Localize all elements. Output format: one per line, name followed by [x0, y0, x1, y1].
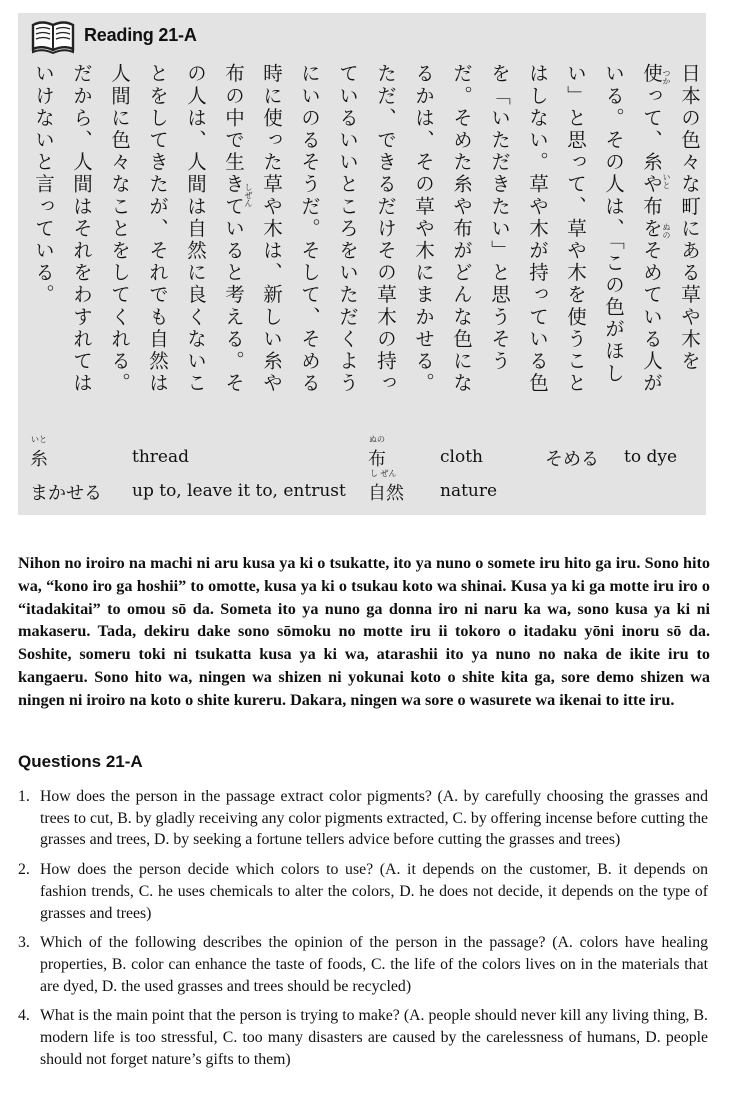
glossary-meaning: thread [132, 447, 189, 467]
glossary-meaning: up to, leave it to, entrust [132, 481, 346, 501]
furigana: つか [662, 69, 671, 85]
furigana: ぬの [662, 223, 671, 239]
text-column: るかは、その草や木にまかせる。 [412, 63, 435, 395]
text-column: だ。そめた糸や布がどんな色にな [450, 63, 473, 395]
question-item [18, 859, 708, 924]
vertical-text [18, 13, 706, 515]
text-column: 時に使った草や木は、新しい糸や [260, 63, 283, 395]
question-item [18, 1005, 708, 1070]
text-column: い」と思って、草や木を使うこと [564, 63, 587, 395]
glossary-word: 布 [368, 449, 386, 470]
question-item [18, 932, 708, 997]
question-text: Which of the following describes the opinion of the person in the passage? (A. colors have healing properties, B. color can enhance the taste of foods, C. the life of the colors lives on in the materials that are dyed, D. the used grasses and trees should be recycled) [40, 934, 708, 995]
text-column: はしない。草や木が持っている色 [526, 63, 549, 395]
question-item [18, 786, 708, 851]
text-column: にいのるそうだ。そして、そめる [298, 63, 321, 395]
text-column: 布の中で生きていると考える。そ [222, 63, 245, 395]
reading-title: Reading 21-A [84, 25, 197, 45]
glossary-word: そめる [545, 449, 599, 470]
text-column: 人間に色々なことをしてくれる。 [108, 63, 131, 395]
question-list [18, 786, 708, 1078]
glossary-reading: ぬの [369, 435, 385, 444]
glossary-word: まかせる [30, 483, 102, 504]
question-number: 3. [18, 934, 30, 952]
question-text: How does the person in the passage extract color pigments? (A. by carefully choosing the grasses and trees to cut, B. by gladly receiving any color pigments extracted, C. by offering incense before cutting the grasses and trees, D. by seeking a fortune tellers advice before cutting the grasses and trees) [40, 788, 708, 849]
text-column: だから、人間はそれをわすれては [70, 63, 93, 395]
reading-box [18, 13, 706, 515]
questions-title: Questions 21-A [18, 752, 143, 771]
glossary-reading: いと [31, 435, 47, 444]
text-column: いる。その人は、「この色がほし [602, 63, 625, 385]
text-column: とをしてきたが、それでも自然は [146, 63, 169, 395]
text-column: を「いただきたい」と思うそう [488, 63, 511, 373]
question-number: 4. [18, 1007, 30, 1025]
furigana: しぜん [244, 183, 253, 207]
glossary-meaning: to dye [624, 447, 678, 467]
glossary-word: 糸 [30, 449, 48, 470]
text-column: の人は、人間は自然に良くないこ [184, 63, 207, 395]
glossary-meaning: cloth [440, 447, 483, 467]
text-column: ているいいところをいただくよう [336, 63, 359, 395]
glossary-reading: し ぜん [370, 469, 397, 478]
glossary-word: 自然 [368, 483, 404, 504]
text-column: 日本の色々な町にある草や木を [678, 63, 701, 373]
question-number: 2. [18, 861, 30, 879]
question-text: What is the main point that the person is trying to make? (A. people should never kill any living thing, B. modern life is too stressful, C. too many disasters are caused by the carelessness of humans, D. people should not forget nature’s gifts to them) [40, 1007, 708, 1068]
text-column: ただ、できるだけその草木の持っ [374, 63, 397, 395]
text-column: いけないと言っている。 [32, 63, 55, 307]
question-text: How does the person decide which colors to use? (A. it depends on the customer, B. it depends on fashion trends, C. he uses chemicals to alter the colors, D. he does not decide, it depends on the type of grasses and trees) [40, 861, 708, 922]
romaji-passage: Nihon no iroiro na machi ni aru kusa ya ki o tsukatte, ito ya nuno o somete iru hito ga iru. Sono hito wa, “kono iro ga hoshii” to omotte, kusa ya ki o tsukau koto wa shinai. Kusa ya ki ga motte iru iro o “itadakitai” to omou sō da. Someta ito ya nuno ga donna iro ni naru ka wa, sono kusa ya ki ni makaseru. Tada, dekiru dake sono sōmoku no motte iru ii tokoro o itadaku yōni inoru sō da. Soshite, someru toki ni tsukatta kusa ya ki wa, atarashii ito ya nuno no naka de ikite iru to kangaeru. Sono hito wa, ningen wa shizen ni yokunai koto o shite kita ga, sore demo shizen wa ningen ni iroiro na koto o shite kureru. Dakara, ningen wa sore o wasurete wa ikenai to itte iru. [18, 554, 710, 709]
question-number: 1. [18, 788, 30, 805]
text-column: 使って、糸や布をそめている人が [640, 63, 663, 395]
glossary-meaning: nature [440, 481, 498, 501]
furigana: いと [662, 173, 671, 189]
